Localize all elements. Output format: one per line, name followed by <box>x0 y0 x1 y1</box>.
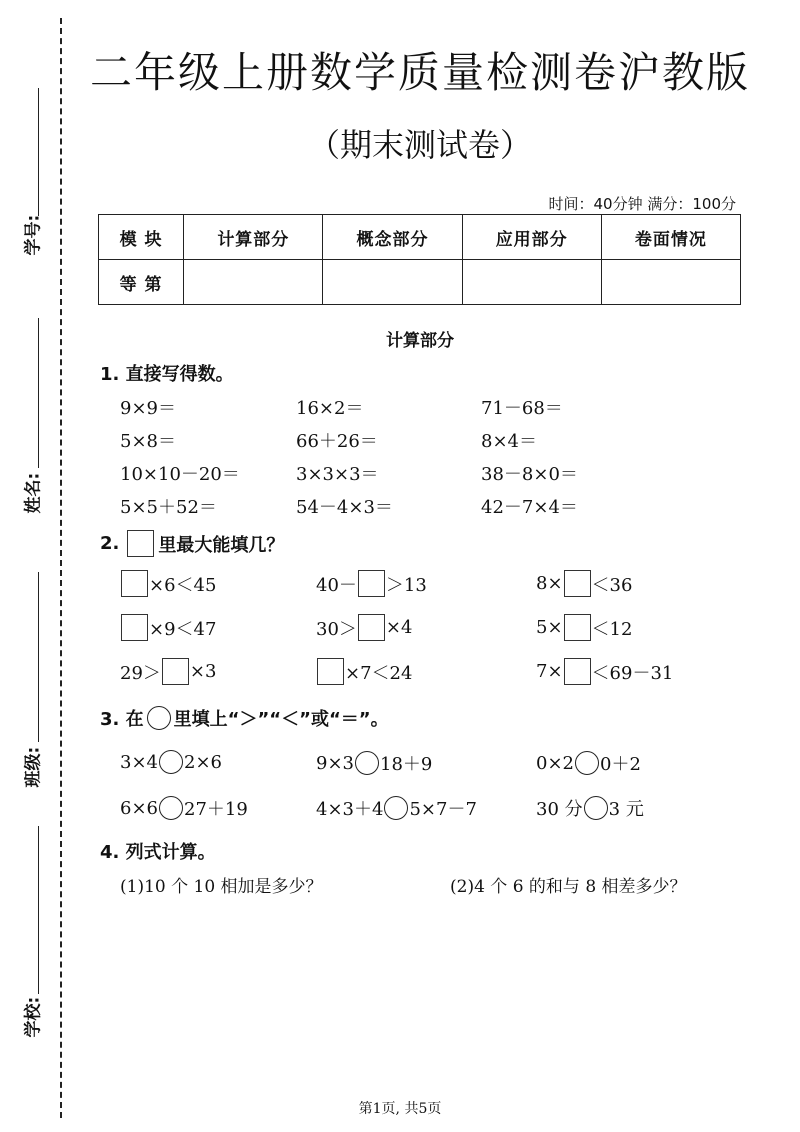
score-input-cell[interactable] <box>323 260 462 305</box>
q2-item-pre: 29＞ <box>120 662 161 684</box>
q3-item-post: 27＋19 <box>184 799 248 820</box>
name-line <box>38 318 39 468</box>
q3-item-pre: 0×2 <box>536 752 574 774</box>
score-table-header-row <box>99 215 741 260</box>
q1-item: 3×3×3＝ <box>296 464 379 485</box>
q2-item <box>120 614 216 641</box>
compare-circle[interactable] <box>584 796 608 820</box>
q2-item-post: ＞13 <box>385 574 427 596</box>
q2-item-post: ＜69－31 <box>591 662 674 684</box>
q3-item-pre: 30 分 <box>536 799 583 820</box>
school-label: 学校: <box>23 996 44 1038</box>
answer-box[interactable] <box>564 614 591 641</box>
q3-number: 3. 在 <box>100 709 144 730</box>
q1-item: 38－8×0＝ <box>481 464 578 485</box>
score-input-cell[interactable] <box>184 260 323 305</box>
q3-item <box>120 750 222 774</box>
q3-instruction: 里填上“＞”“＜”或“＝”。 <box>173 709 389 730</box>
q1-item: 42－7×4＝ <box>481 497 578 518</box>
answer-box[interactable] <box>358 614 385 641</box>
q3-item <box>536 795 644 821</box>
q2-item <box>536 658 673 685</box>
score-header-cell: 计算部分 <box>184 215 323 260</box>
score-table-grade-row <box>99 260 741 305</box>
q3-item-pre: 3×4 <box>120 751 158 773</box>
q2-item-pre: 8× <box>536 573 563 594</box>
q2-item <box>120 658 216 685</box>
q3-item <box>120 795 248 821</box>
q1-item: 9×9＝ <box>120 398 176 419</box>
class-label: 班级: <box>23 746 44 788</box>
q4-item: (2)4 个 6 的和与 8 相差多少？ <box>450 877 687 897</box>
q2-item <box>536 570 632 597</box>
answer-box[interactable] <box>358 570 385 597</box>
q3-item-post: 5×7－7 <box>409 799 477 820</box>
score-table <box>98 214 741 305</box>
compare-circle[interactable] <box>575 751 599 775</box>
q2-item-pre: 7× <box>536 661 563 682</box>
q3-item-pre: 9×3 <box>316 752 354 774</box>
score-input-cell[interactable] <box>601 260 740 305</box>
circle-icon <box>147 706 171 730</box>
q1-item: 54－4×3＝ <box>296 497 393 518</box>
score-header-cell: 概念部分 <box>323 215 462 260</box>
compare-circle[interactable] <box>159 750 183 774</box>
q2-item-pre: 30＞ <box>316 618 357 640</box>
page-footer: 第1页, 共5页 <box>358 1101 442 1117</box>
answer-box[interactable] <box>121 570 148 597</box>
q1-item: 5×5＋52＝ <box>120 497 217 518</box>
page-title: 二年级上册数学质量检测卷沪教版 <box>90 48 751 97</box>
page-subtitle: （期末测试卷） <box>307 126 532 164</box>
q4-title: 4. 列式计算。 <box>100 842 216 863</box>
q2-item-post: ×3 <box>189 661 217 682</box>
q2-item-post: ×4 <box>385 617 413 638</box>
binding-cut-line <box>60 18 62 1118</box>
q2-item-pre: 5× <box>536 617 563 638</box>
student-no-label: 学号: <box>23 214 44 256</box>
q1-item: 10×10－20＝ <box>120 464 240 485</box>
class-line <box>38 572 39 742</box>
q3-item <box>316 750 432 776</box>
q2-item <box>316 570 427 597</box>
answer-box[interactable] <box>162 658 189 685</box>
q2-instruction: 里最大能填几？ <box>158 534 285 556</box>
q3-item-post: 2×6 <box>184 751 222 773</box>
score-header-cell: 模 块 <box>99 215 184 260</box>
q2-item <box>536 614 632 641</box>
q1-title: 1. 直接写得数。 <box>100 364 234 385</box>
answer-box[interactable] <box>317 658 344 685</box>
q2-number: 2. <box>100 533 120 554</box>
q2-item-post: ×9＜47 <box>149 618 217 640</box>
q1-item: 66＋26＝ <box>296 431 378 452</box>
q2-title <box>100 530 284 557</box>
q1-item: 5×8＝ <box>120 431 176 452</box>
score-header-cell: 卷面情况 <box>601 215 740 260</box>
score-row-label: 等 第 <box>99 260 184 305</box>
q2-item <box>316 614 412 641</box>
q2-item-pre: 40－ <box>316 574 357 596</box>
q3-item-pre: 4×3＋4 <box>316 799 384 820</box>
q2-item-post: ＜36 <box>591 574 633 596</box>
name-label: 姓名: <box>23 472 44 514</box>
student-no-line <box>38 88 39 216</box>
q3-item-post: 0＋2 <box>600 754 641 775</box>
answer-box[interactable] <box>121 614 148 641</box>
compare-circle[interactable] <box>159 796 183 820</box>
q4-item: (1)10 个 10 相加是多少？ <box>120 877 323 897</box>
compare-circle[interactable] <box>355 751 379 775</box>
q3-item-pre: 6×6 <box>120 797 158 819</box>
compare-circle[interactable] <box>384 796 408 820</box>
q3-item-post: 18＋9 <box>380 754 433 775</box>
exam-meta: 时间：40分钟 满分：100分 <box>548 195 736 213</box>
q3-item <box>536 750 641 776</box>
q3-item-post: 3 元 <box>608 799 644 820</box>
q1-item: 8×4＝ <box>481 431 537 452</box>
q2-item-post: ×7＜24 <box>345 662 413 684</box>
q2-item-post: ×6＜45 <box>149 574 217 596</box>
score-header-cell: 应用部分 <box>462 215 601 260</box>
q1-item: 16×2＝ <box>296 398 364 419</box>
q2-item <box>316 658 412 685</box>
q2-item-post: ＜12 <box>591 618 633 640</box>
q3-title <box>100 705 389 731</box>
section-title: 计算部分 <box>386 331 454 351</box>
score-input-cell[interactable] <box>462 260 601 305</box>
q3-item <box>316 795 477 821</box>
answer-box[interactable] <box>564 658 591 685</box>
q1-item: 71－68＝ <box>481 398 563 419</box>
school-line <box>38 826 39 994</box>
answer-box[interactable] <box>564 570 591 597</box>
answer-box-icon <box>127 530 154 557</box>
q2-item <box>120 570 216 597</box>
